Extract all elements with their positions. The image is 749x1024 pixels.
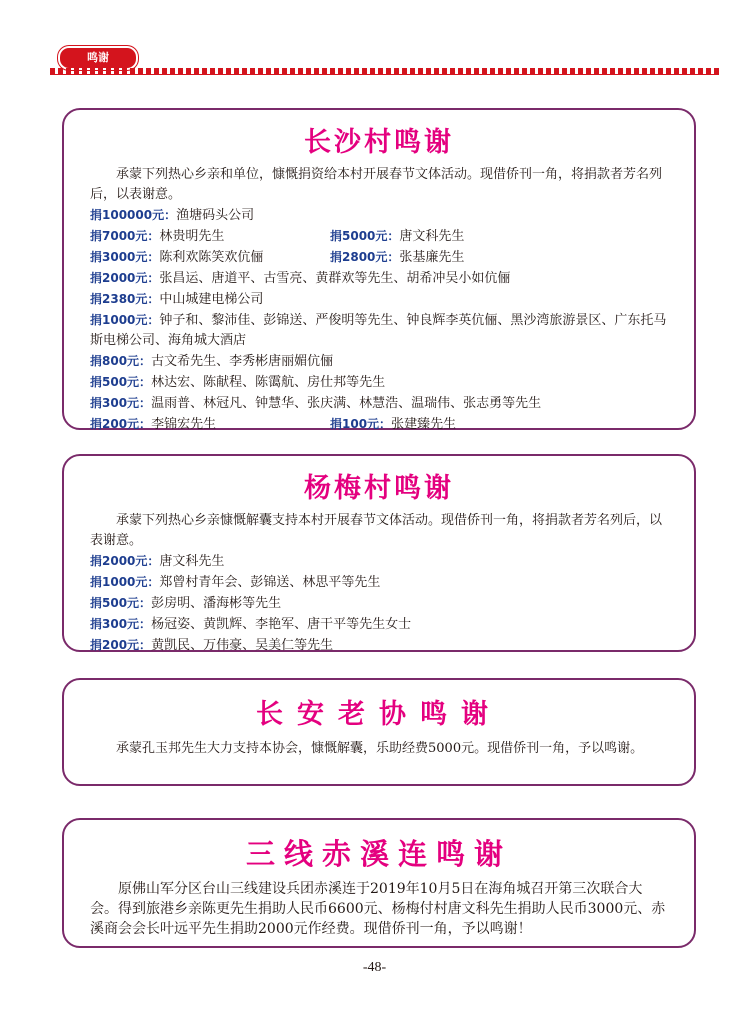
donation-entry	[330, 247, 570, 268]
donation-entry	[90, 208, 254, 223]
donation-row	[90, 551, 668, 572]
donor-names: 中山城建电梯公司	[159, 292, 264, 307]
donation-entry	[90, 617, 411, 632]
box-intro-text: 原佛山军分区台山三线建设兵团赤溪连于2019年10月5日在海角城召开第三次联合大会。得到旅港乡亲陈更先生捐助人民币6600元、杨梅付村唐文科先生捐助人民币3000元、赤溪商会会长叶远平先生捐助2000元作经费。现借侨刊一角，予以鸣谢！	[90, 881, 666, 937]
donor-names: 林达宏、陈献程、陈霭航、房仕邦等先生	[151, 375, 386, 390]
donation-entry	[90, 396, 541, 411]
box-title: 杨梅村鸣谢	[304, 473, 454, 504]
donor-names: 杨冠姿、黄凯辉、李艳军、唐干平等先生女士	[151, 617, 412, 632]
donation-row	[90, 414, 668, 435]
donation-amount: 捐2000元：	[90, 554, 160, 568]
donation-row	[90, 372, 668, 393]
donation-entry	[330, 226, 570, 247]
donation-row	[90, 572, 668, 593]
donation-entry	[90, 247, 330, 268]
acknowledgement-box	[62, 818, 696, 948]
donation-row	[90, 310, 668, 351]
donor-names: 唐文科先生	[399, 229, 465, 244]
donation-row	[90, 226, 668, 247]
donation-row	[90, 593, 668, 614]
donation-row	[90, 205, 668, 226]
donation-entry	[90, 638, 333, 653]
donation-row	[90, 289, 668, 310]
donation-entry	[90, 596, 281, 611]
box-intro-text: 承蒙下列热心乡亲和单位，慷慨捐资给本村开展春节文体活动。现借侨刊一角，将捐款者芳名列后，以表谢意。	[90, 167, 663, 202]
donation-amount: 捐200元：	[90, 417, 152, 431]
donation-amount: 捐3000元：	[90, 250, 160, 264]
donor-names: 古文希先生、李秀彬唐丽媚伉俪	[151, 354, 334, 369]
donation-amount: 捐300元：	[90, 617, 152, 631]
donation-amount: 捐1000元：	[90, 575, 160, 589]
donation-entry	[90, 554, 224, 569]
donation-amount: 捐100元：	[330, 417, 392, 431]
donation-row	[90, 247, 668, 268]
donor-names: 张昌运、唐道平、古雪亮、黄群欢等先生、胡希冲吴小如伉俪	[159, 271, 511, 286]
donation-row	[90, 614, 668, 635]
donor-names: 陈利欢陈笑欢伉俪	[159, 250, 264, 265]
box-intro-text: 承蒙下列热心乡亲慷慨解囊支持本村开展春节文体活动。现借侨刊一角，将捐款者芳名列后，以表谢意。	[90, 513, 663, 548]
donation-entry	[90, 414, 330, 435]
donor-names: 渔塘码头公司	[176, 208, 255, 223]
donor-names: 张基廉先生	[399, 250, 465, 265]
donation-entry	[90, 292, 263, 307]
acknowledgement-box	[62, 454, 696, 652]
donor-names: 钟子和、黎沛佳、彭锦送、严俊明等先生、钟良辉李英伉俪、黑沙湾旅游景区、广东托马斯电梯公司、海角城大酒店	[90, 313, 667, 348]
donation-row	[90, 635, 668, 656]
donation-amount: 捐5000元：	[330, 229, 400, 243]
header-divider	[50, 68, 719, 75]
donation-entry	[90, 375, 385, 390]
section-tag: 鸣谢	[60, 48, 136, 68]
donation-amount: 捐2800元：	[330, 250, 400, 264]
page-number: -48-	[362, 960, 387, 975]
donor-names: 黄凯民、万伟豪、吴美仁等先生	[151, 638, 334, 653]
donation-row	[90, 351, 668, 372]
donation-amount: 捐1000元：	[90, 313, 160, 327]
donation-row	[90, 268, 668, 289]
donation-entry	[330, 414, 570, 435]
donor-names: 彭房明、潘海彬等先生	[151, 596, 282, 611]
box-title: 三线赤溪连鸣谢	[245, 837, 512, 871]
acknowledgement-box	[62, 108, 696, 430]
box-intro-text: 承蒙孔玉邦先生大力支持本协会，慷慨解囊，乐助经费5000元。现借侨刊一角，予以鸣谢。	[116, 741, 644, 756]
donor-names: 郑曾村青年会、彭锦送、林思平等先生	[159, 575, 381, 590]
donation-entry	[90, 226, 330, 247]
donor-names: 李锦宏先生	[151, 417, 217, 432]
donor-names: 张建臻先生	[391, 417, 457, 432]
donation-entry	[90, 313, 666, 348]
donation-amount: 捐800元：	[90, 354, 152, 368]
donation-entry	[90, 271, 510, 286]
donation-amount: 捐2380元：	[90, 292, 160, 306]
donation-amount: 捐500元：	[90, 375, 152, 389]
donor-names: 林贵明先生	[159, 229, 225, 244]
donor-names: 温雨普、林冠凡、钟慧华、张庆满、林慧浩、温瑞伟、张志勇等先生	[151, 396, 542, 411]
donation-entry	[90, 354, 333, 369]
donation-entry	[90, 575, 380, 590]
donation-amount: 捐200元：	[90, 638, 152, 652]
box-title: 长沙村鸣谢	[304, 127, 454, 158]
donation-amount: 捐2000元：	[90, 271, 160, 285]
donation-amount: 捐7000元：	[90, 229, 160, 243]
donor-names: 唐文科先生	[159, 554, 225, 569]
donation-amount: 捐300元：	[90, 396, 152, 410]
donation-amount: 捐500元：	[90, 596, 152, 610]
acknowledgement-box	[62, 678, 696, 786]
donation-row	[90, 393, 668, 414]
donation-amount: 捐100000元：	[90, 208, 177, 222]
box-title: 长安老协鸣谢	[256, 699, 502, 730]
